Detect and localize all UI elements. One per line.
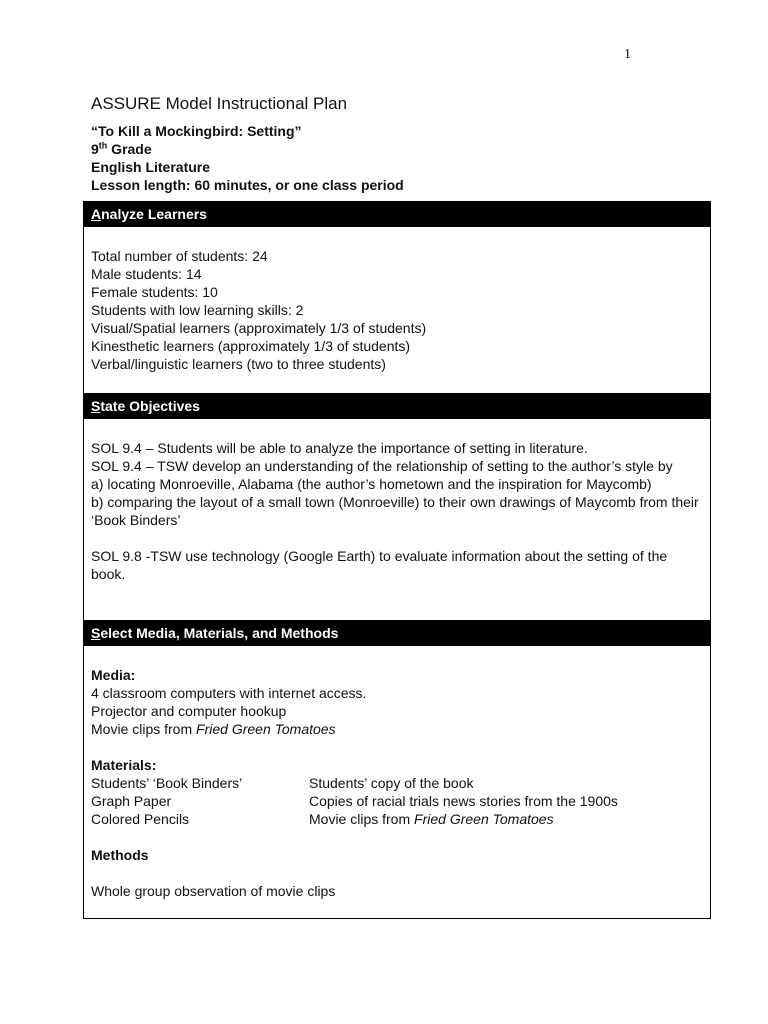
materials-left: Graph Paper <box>91 793 172 809</box>
header-initial: A <box>91 206 102 222</box>
select-media-header <box>84 621 710 646</box>
spacer <box>91 529 702 547</box>
materials-left: Colored Pencils <box>91 811 190 827</box>
learner-line: Kinesthetic learners (approximately 1/3 of students) <box>91 338 411 354</box>
header-rest: nalyze Learners <box>101 206 207 222</box>
movie-title: Fried Green Tomatoes <box>196 721 336 737</box>
objective-line: a) locating Monroeville, Alabama (the author’s hometown and the inspiration for Maycomb) <box>91 476 652 492</box>
media-heading: Media: <box>91 667 136 683</box>
subject-line: English Literature <box>91 159 211 175</box>
lesson-length-line: Lesson length: 60 minutes, or one class period <box>91 177 404 193</box>
grade-word: Grade <box>107 141 152 157</box>
analyze-learners-body <box>84 227 710 394</box>
header-initial: S <box>91 398 101 414</box>
objective-line: b) comparing the layout of a small town (Monroeville) to their own drawings of Maycomb from their ‘Book Binders’ <box>91 494 699 528</box>
grade-line <box>91 140 404 158</box>
learner-line: Visual/Spatial learners (approximately 1/3 of students) <box>91 320 427 336</box>
lesson-title: “To Kill a Mockingbird: Setting” <box>91 123 302 139</box>
media-line-text: Movie clips from <box>91 721 197 737</box>
media-line: Projector and computer hookup <box>91 703 287 719</box>
objective-line: SOL 9.4 – TSW develop an understanding of the relationship of setting to the author’s style by <box>91 458 673 474</box>
lesson-header <box>91 122 404 194</box>
materials-right-text: Movie clips from <box>309 811 415 827</box>
header-rest: tate Objectives <box>100 398 200 414</box>
document-title: ASSURE Model Instructional Plan <box>91 94 348 113</box>
objective-line: SOL 9.8 -TSW use technology (Google Earth) to evaluate information about the setting of the book. <box>91 548 668 582</box>
spacer <box>91 864 702 882</box>
materials-right <box>309 810 554 828</box>
page-number: 1 <box>624 47 631 62</box>
materials-left: Students’ ‘Book Binders’ <box>91 775 243 791</box>
methods-line: Whole group observation of movie clips <box>91 883 336 899</box>
state-objectives-header <box>84 394 710 419</box>
movie-title: Fried Green Tomatoes <box>414 811 554 827</box>
learner-line: Total number of students: 24 <box>91 248 268 264</box>
header-rest: elect Media, Materials, and Methods <box>100 625 339 641</box>
materials-heading: Materials: <box>91 757 157 773</box>
learner-line: Students with low learning skills: 2 <box>91 302 304 318</box>
materials-row <box>91 774 702 792</box>
spacer <box>91 828 702 846</box>
grade-superscript: th <box>98 140 108 151</box>
learner-line: Verbal/linguistic learners (two to three students) <box>91 356 386 372</box>
spacer <box>91 738 702 756</box>
analyze-learners-header <box>84 202 710 227</box>
select-media-body <box>84 646 710 920</box>
header-initial: S <box>91 625 101 641</box>
materials-right: Copies of racial trials news stories from the 1900s <box>309 793 618 809</box>
materials-row <box>91 792 702 810</box>
methods-heading: Methods <box>91 847 149 863</box>
materials-row <box>91 810 702 828</box>
media-line <box>91 720 702 738</box>
learner-line: Male students: 14 <box>91 266 202 282</box>
plan-table <box>83 201 711 919</box>
state-objectives-body <box>84 419 710 621</box>
grade-number: 9 <box>91 141 99 157</box>
learner-line: Female students: 10 <box>91 284 218 300</box>
objective-line: SOL 9.4 – Students will be able to analyze the importance of setting in literature. <box>91 440 588 456</box>
media-line: 4 classroom computers with internet access. <box>91 685 367 701</box>
materials-right: Students’ copy of the book <box>309 775 474 791</box>
